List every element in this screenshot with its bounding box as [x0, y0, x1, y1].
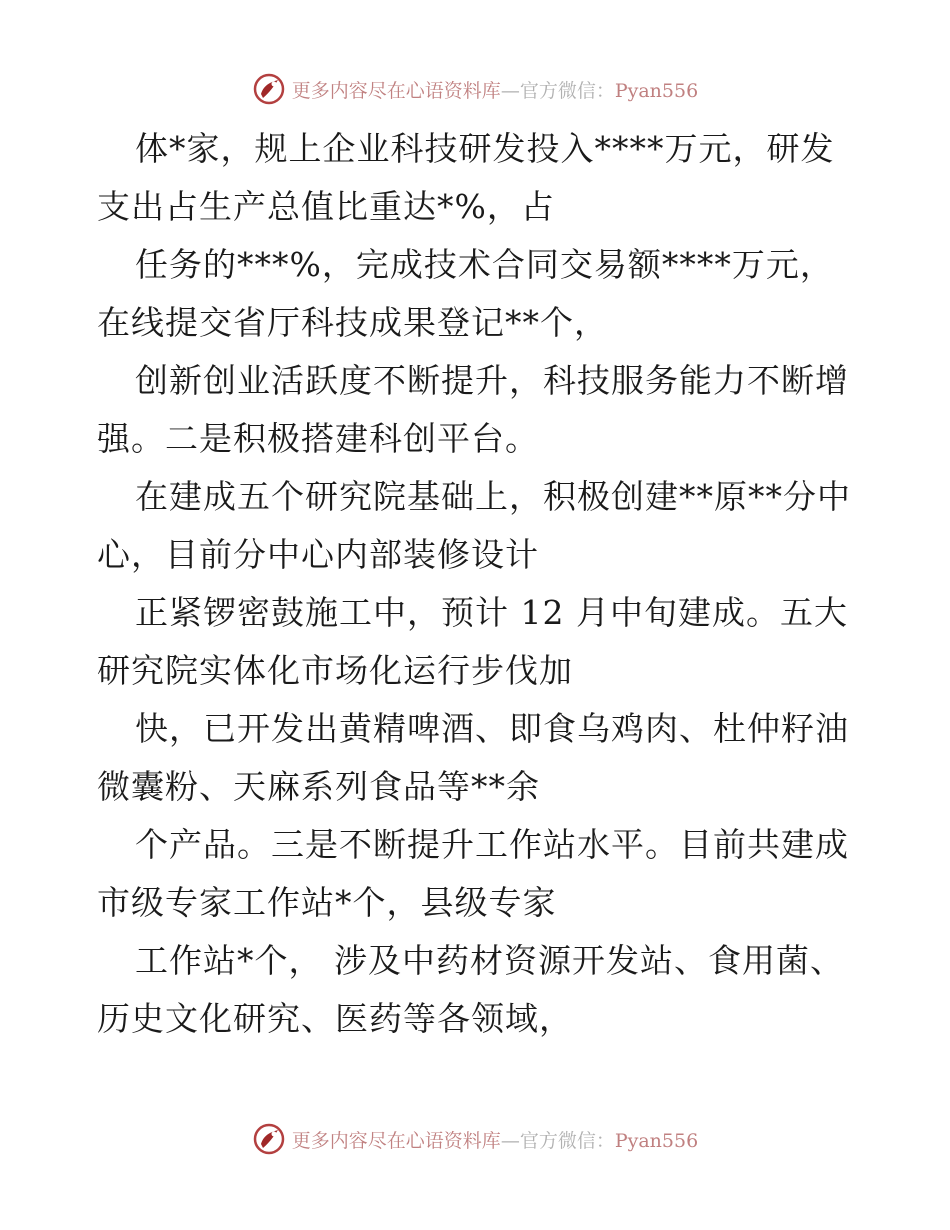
body-line: 任务的***%，完成技术合同交易额****万元， — [135, 245, 834, 284]
document-body — [97, 120, 857, 1048]
body-line: 强。二是积极搭建科创平台。 — [97, 419, 539, 458]
body-line: 工作站*个， 涉及中药材资源开发站、食用菌、 — [135, 941, 844, 980]
body-paragraph — [97, 120, 857, 1048]
footer-brand-text: 更多内容尽在心语资料库 — [291, 1129, 501, 1152]
body-line: 在建成五个研究院基础上，积极创建**原**分中 — [135, 477, 851, 516]
body-line: 个产品。三是不断提升工作站水平。目前共建成 — [135, 825, 849, 864]
footer-dash: — — [500, 1129, 520, 1152]
footer-wechat-id: Pyan556 — [614, 1129, 699, 1152]
footer-wechat-label: 官方微信： — [519, 1129, 615, 1152]
body-line: 创新创业活跃度不断提升，科技服务能力不断增 — [135, 361, 849, 400]
header-wechat-id: Pyan556 — [614, 79, 699, 102]
body-line: 研究院实体化市场化运行步伐加 — [97, 651, 573, 690]
body-line: 体*家，规上企业科技研发投入****万元，研发 — [135, 129, 835, 168]
header-wechat-label: 官方微信： — [519, 79, 615, 102]
body-line: 历史文化研究、医药等各领域， — [97, 999, 573, 1038]
body-line: 心，目前分中心内部装修设计 — [97, 535, 539, 574]
body-line: 支出占生产总值比重达*%，占 — [97, 187, 555, 226]
body-line: 市级专家工作站*个，县级专家 — [97, 883, 557, 922]
header-brand-text: 更多内容尽在心语资料库 — [291, 79, 501, 102]
header-dash: — — [500, 79, 520, 102]
header-banner — [0, 72, 950, 106]
body-line: 快，已开发出黄精啤酒、即食乌鸡肉、杜仲籽油 — [135, 709, 849, 748]
body-line: 微囊粉、天麻系列食品等**余 — [97, 767, 540, 806]
brand-logo-icon — [252, 1122, 286, 1156]
body-line: 正紧锣密鼓施工中，预计 12 月中旬建成。五大 — [135, 593, 848, 632]
brand-logo-icon — [252, 72, 286, 106]
footer-banner — [0, 1122, 950, 1156]
body-line: 在线提交省厅科技成果登记**个， — [97, 303, 608, 342]
